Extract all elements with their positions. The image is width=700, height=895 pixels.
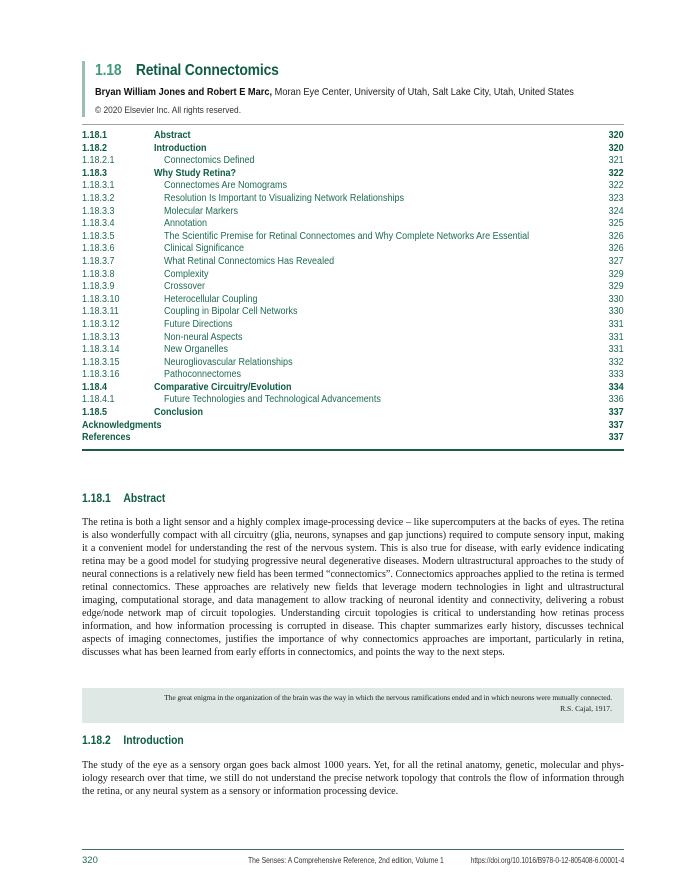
introduction-paragraph: The study of the eye as a sensory organ goes back almost 1000 years. Yet, for all the retinal anatomy, genetic, molecular and physiology research over that time, we still do not understand the precise network topology that controls the flow of information through the retina, or any neural system as a sensory or information processing device. — [82, 760, 624, 798]
toc-entry-title[interactable]: Future Directions — [164, 318, 233, 330]
toc-entry[interactable] — [82, 155, 624, 168]
section-title: Introduction — [123, 735, 184, 747]
toc-entry[interactable] — [82, 294, 624, 307]
toc-entry-number: 1.18.2 — [82, 142, 108, 154]
toc-entry-number: 1.18.3.11 — [82, 306, 119, 318]
toc-entry-page[interactable]: 334 — [608, 381, 624, 393]
toc-entry-page[interactable]: 329 — [608, 281, 624, 293]
toc-entry-page[interactable]: 332 — [608, 356, 624, 368]
toc-entry-number: 1.18.4.1 — [82, 394, 115, 406]
toc-entry-page[interactable]: 325 — [608, 218, 624, 230]
header-divider — [82, 124, 624, 125]
toc-entry-number: 1.18.3.16 — [82, 369, 120, 381]
authors: Bryan William Jones and Robert E Marc, — [95, 86, 273, 98]
affiliation: Moran Eye Center, University of Utah, Salt Lake City, Utah, United States — [272, 86, 574, 98]
toc-entry-number: 1.18.3.10 — [82, 293, 120, 305]
toc-entry[interactable] — [82, 281, 624, 294]
chapter-header — [82, 61, 624, 117]
toc-entry-number: 1.18.3 — [82, 167, 108, 179]
toc-entry[interactable] — [82, 369, 624, 382]
toc-entry-title[interactable]: References — [82, 432, 131, 444]
toc-entry-title[interactable]: Neurogliovascular Relationships — [164, 356, 293, 368]
toc-entry[interactable] — [82, 344, 624, 357]
toc-entry-number: 1.18.4 — [82, 381, 108, 393]
toc-entry[interactable] — [82, 332, 624, 345]
toc-entry-page[interactable]: 331 — [608, 331, 624, 343]
toc-entry-title[interactable]: Crossover — [164, 281, 206, 293]
toc-entry[interactable] — [82, 269, 624, 282]
toc-entry[interactable] — [82, 432, 624, 445]
toc-entry-number: 1.18.3.12 — [82, 318, 120, 330]
toc-entry-page[interactable]: 333 — [608, 369, 624, 381]
book-citation: The Senses: A Comprehensive Reference, 2nd edition, Volume 1 — [248, 856, 444, 865]
toc-entry[interactable] — [82, 130, 624, 143]
toc-entry-page[interactable]: 322 — [608, 180, 624, 192]
toc-entry[interactable] — [82, 168, 624, 181]
section-number: 1.18.1 — [82, 493, 111, 505]
toc-entry-title[interactable]: Conclusion — [154, 407, 204, 419]
toc-entry-title[interactable]: Coupling in Bipolar Cell Networks — [164, 306, 298, 318]
toc-entry[interactable] — [82, 143, 624, 156]
toc-entry[interactable] — [82, 180, 624, 193]
toc-entry[interactable] — [82, 206, 624, 219]
section-number: 1.18.2 — [82, 735, 111, 747]
section-heading-introduction — [82, 735, 184, 747]
table-of-contents — [82, 130, 624, 445]
toc-entry-number: 1.18.3.6 — [82, 243, 115, 255]
toc-entry-title[interactable]: Abstract — [154, 130, 191, 141]
toc-entry-title[interactable]: The Scientific Premise for Retinal Connectomes and Why Complete Networks Are Essential — [164, 230, 530, 242]
toc-entry-number: 1.18.3.9 — [82, 281, 115, 293]
epigraph-quote — [82, 688, 624, 723]
toc-entry-page[interactable]: 336 — [608, 394, 624, 406]
toc-entry-title[interactable]: What Retinal Connectomics Has Revealed — [164, 255, 335, 267]
toc-entry[interactable] — [82, 306, 624, 319]
toc-entry-title[interactable]: Heterocellular Coupling — [164, 293, 258, 305]
toc-entry-number: 1.18.3.4 — [82, 218, 115, 230]
abstract-paragraph: The retina is both a light sensor and a highly complex image-processing device – like supercomputers at the backs of eyes. The retina is also wonderfully compact with all circuitry (glia, neurons, synapses and gap junctions) required to compute sensory input, making it a convenient model for understanding the rest of the nervous system. This is also true for disease, with early evidence indicating retina may be a good model for studying progressive neural degenerative diseases. Modern ultrastructural approaches to the study of neural connections is a relatively new field has been termed “connectomics”. Connectomics approaches applied to the retina is termed retinal connectomics. These approaches are relatively new fields that leverage modern technologies in light and ultrastructural imaging, computational storage, and data management to allow tracking of neuronal identity and connectivity, delivering a robust edge/node network map of circuit topologies. Understanding circuit topologies is critical to understanding how retinas process information, and how information processing is corrupted in disease. This chapter summarizes early history, discusses technical aspects of imaging connectomes, justifies the importance of why connectomics approaches are important, particularly in retina, discusses what has been learned from early efforts in connectomics, and points the way to the next steps. — [82, 517, 624, 659]
toc-entry-title[interactable]: New Organelles — [164, 344, 229, 356]
toc-entry-page[interactable]: 326 — [608, 243, 624, 255]
toc-entry-title[interactable]: Non-neural Aspects — [164, 331, 243, 343]
quote-text: The great enigma in the organization of the brain was the way in which the nervous ramifications ended and in which neurons were mutually connected. — [164, 693, 612, 702]
toc-entry-page[interactable]: 337 — [608, 432, 624, 444]
toc-entry-page[interactable]: 329 — [608, 268, 624, 280]
toc-entry-page[interactable]: 331 — [608, 318, 624, 330]
toc-entry-number: 1.18.5 — [82, 407, 108, 419]
toc-entry-page[interactable]: 337 — [608, 407, 624, 419]
toc-entry-page[interactable]: 320 — [608, 142, 624, 154]
toc-entry-number: 1.18.3.8 — [82, 268, 115, 280]
toc-entry-title[interactable]: Connectomes Are Nomograms — [164, 180, 288, 192]
toc-entry[interactable] — [82, 382, 624, 395]
toc-entry-title[interactable]: Acknowledgments — [82, 419, 162, 431]
toc-entry-number: 1.18.1 — [82, 130, 108, 141]
toc-entry-number: 1.18.3.15 — [82, 356, 120, 368]
toc-entry-page[interactable]: 324 — [608, 205, 624, 217]
toc-entry[interactable] — [82, 357, 624, 370]
toc-entry-page[interactable]: 323 — [608, 192, 624, 204]
toc-entry-page[interactable]: 326 — [608, 230, 624, 242]
toc-entry-number: 1.18.3.5 — [82, 230, 115, 242]
toc-entry-title[interactable]: Annotation — [164, 218, 208, 230]
toc-entry-title[interactable]: Resolution Is Important to Visualizing Network Relationships — [164, 192, 404, 204]
page-number: 320 — [82, 855, 98, 866]
chapter-number: 1.18 — [95, 62, 122, 79]
toc-entry-number: 1.18.3.13 — [82, 331, 120, 343]
toc-entry-page[interactable]: 330 — [608, 306, 624, 318]
toc-entry-number: 1.18.2.1 — [82, 155, 115, 167]
toc-entry[interactable] — [82, 319, 624, 332]
toc-divider — [82, 449, 624, 451]
toc-entry[interactable] — [82, 407, 624, 420]
toc-entry-title[interactable]: Complexity — [164, 268, 209, 280]
toc-entry-number: 1.18.3.3 — [82, 205, 115, 217]
toc-entry-number: 1.18.3.14 — [82, 344, 120, 356]
toc-entry-number: 1.18.3.1 — [82, 180, 115, 192]
toc-entry-title[interactable]: Comparative Circuitry/Evolution — [154, 381, 292, 393]
footer-divider — [82, 849, 624, 850]
toc-entry[interactable] — [82, 218, 624, 231]
toc-entry[interactable] — [82, 256, 624, 269]
toc-entry[interactable] — [82, 394, 624, 407]
toc-entry[interactable] — [82, 420, 624, 433]
toc-entry-number: 1.18.3.7 — [82, 255, 115, 267]
copyright-notice: © 2020 Elsevier Inc. All rights reserved. — [95, 105, 242, 116]
toc-entry-page[interactable]: 320 — [608, 130, 624, 141]
doi-link[interactable]: https://doi.org/10.1016/B978-0-12-805408-6.00001-4 — [470, 856, 624, 865]
toc-entry-page[interactable]: 321 — [608, 155, 624, 167]
author-line — [95, 85, 574, 99]
toc-entry-title[interactable]: Pathoconnectomes — [164, 369, 242, 381]
toc-entry-title[interactable]: Connectomics Defined — [164, 155, 255, 167]
toc-entry-page[interactable]: 327 — [608, 255, 624, 267]
toc-entry-page[interactable]: 331 — [608, 344, 624, 356]
toc-entry-page[interactable]: 330 — [608, 293, 624, 305]
chapter-title-text: Retinal Connectomics — [135, 62, 279, 79]
toc-entry-title[interactable]: Molecular Markers — [164, 205, 239, 217]
toc-entry[interactable] — [82, 231, 624, 244]
toc-entry-title[interactable]: Introduction — [154, 142, 207, 154]
section-heading-abstract — [82, 493, 165, 505]
toc-entry[interactable] — [82, 193, 624, 206]
section-title: Abstract — [123, 493, 166, 505]
toc-entry-title[interactable]: Why Study Retina? — [154, 167, 237, 179]
page-footer — [82, 855, 624, 869]
quote-attribution: R.S. Cajal, 1917. — [560, 703, 612, 713]
toc-entry-title[interactable]: Clinical Significance — [164, 243, 245, 255]
toc-entry-number: 1.18.3.2 — [82, 192, 115, 204]
toc-entry-title[interactable]: Future Technologies and Technological Advancements — [164, 394, 381, 406]
toc-entry[interactable] — [82, 243, 624, 256]
toc-entry-page[interactable]: 337 — [608, 419, 624, 431]
chapter-title — [95, 61, 571, 81]
toc-entry-page[interactable]: 322 — [608, 167, 624, 179]
